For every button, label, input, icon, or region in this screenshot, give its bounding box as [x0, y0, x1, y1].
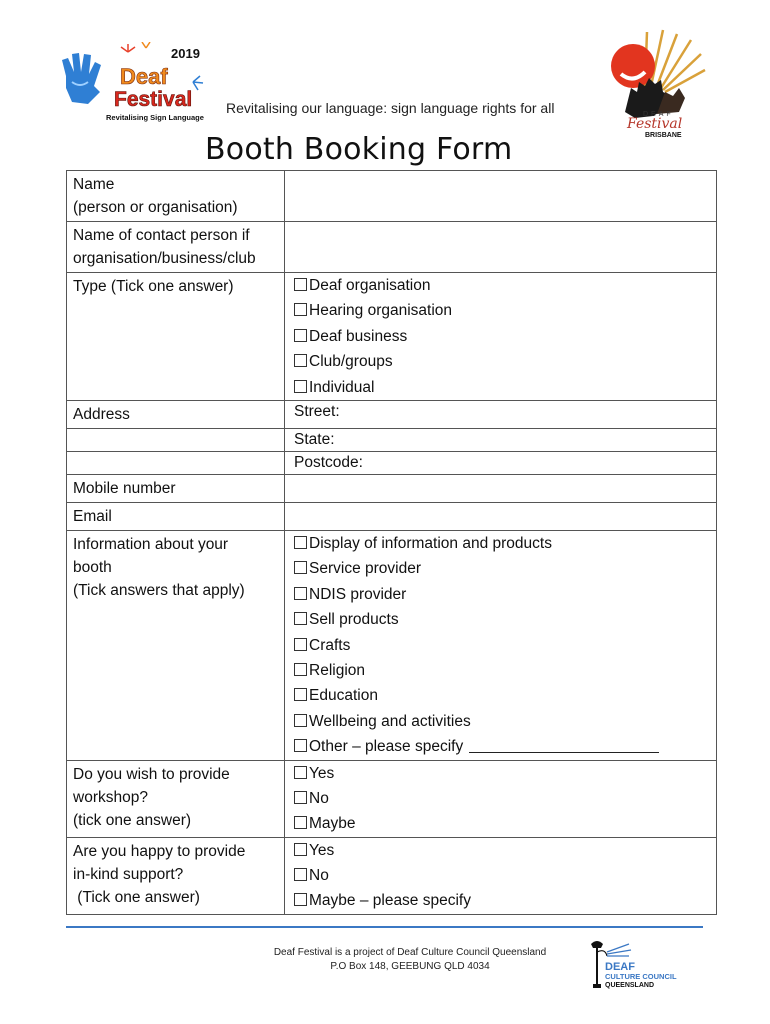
- contact-label: Name of contact person if organisation/business/club: [67, 222, 285, 273]
- deaf-festival-brisbane-logo: [605, 26, 715, 138]
- logo-word-festival: Festival: [114, 88, 193, 111]
- postcode-field[interactable]: Postcode:: [285, 452, 717, 475]
- address-blank: [67, 452, 285, 475]
- contact-field[interactable]: [285, 222, 717, 273]
- inkind-option[interactable]: Yes: [294, 838, 710, 863]
- mobile-field[interactable]: [285, 475, 717, 503]
- type-label: Type (Tick one answer): [67, 273, 285, 401]
- info-option[interactable]: NDIS provider: [294, 582, 710, 607]
- checkbox[interactable]: [294, 587, 307, 600]
- inkind-option[interactable]: No: [294, 863, 710, 888]
- logo-subtitle: Revitalising Sign Language: [106, 113, 204, 122]
- checkbox[interactable]: [294, 329, 307, 342]
- workshop-label: Do you wish to provide workshop? (tick one answer): [67, 760, 285, 837]
- type-option[interactable]: Club/groups: [294, 349, 710, 374]
- info-option[interactable]: Wellbeing and activities: [294, 709, 710, 734]
- name-field[interactable]: [285, 171, 717, 222]
- deaf-culture-council-logo: [585, 938, 685, 990]
- booking-form-table: [66, 170, 717, 915]
- inkind-options: [285, 837, 717, 914]
- logo-queensland: QUEENSLAND: [605, 982, 655, 989]
- name-label: Name (person or organisation): [67, 171, 285, 222]
- checkbox[interactable]: [294, 638, 307, 651]
- mobile-label: Mobile number: [67, 475, 285, 503]
- address-label: Address: [67, 401, 285, 429]
- checkbox[interactable]: [294, 663, 307, 676]
- checkbox[interactable]: [294, 688, 307, 701]
- checkbox[interactable]: [294, 843, 307, 856]
- specify-blank-line[interactable]: [469, 738, 659, 753]
- info-option-other[interactable]: Other – please specify: [294, 734, 710, 759]
- checkbox[interactable]: [294, 893, 307, 906]
- checkbox[interactable]: [294, 536, 307, 549]
- checkbox[interactable]: [294, 561, 307, 574]
- footer-line-1: Deaf Festival is a project of Deaf Culture Council Queensland: [273, 947, 547, 958]
- checkbox[interactable]: [294, 354, 307, 367]
- row-info: [67, 531, 717, 761]
- footer-divider: [66, 926, 703, 928]
- workshop-options: [285, 760, 717, 837]
- checkbox[interactable]: [294, 739, 307, 752]
- email-label: Email: [67, 503, 285, 531]
- checkbox[interactable]: [294, 766, 307, 779]
- info-option[interactable]: Service provider: [294, 556, 710, 581]
- deaf-festival-2019-logo: [58, 42, 210, 124]
- logo-festival-script: Festival: [627, 116, 683, 132]
- info-option[interactable]: Crafts: [294, 633, 710, 658]
- row-name: [67, 171, 717, 222]
- type-option[interactable]: Deaf organisation: [294, 273, 710, 298]
- info-option[interactable]: Education: [294, 683, 710, 708]
- workshop-option[interactable]: Yes: [294, 761, 710, 786]
- info-option[interactable]: Display of information and products: [294, 531, 710, 556]
- row-address-postcode: [67, 452, 717, 475]
- info-option[interactable]: Sell products: [294, 607, 710, 632]
- row-type: [67, 273, 717, 401]
- checkbox[interactable]: [294, 714, 307, 727]
- footer-text: [240, 946, 580, 974]
- state-field[interactable]: State:: [285, 429, 717, 452]
- checkbox[interactable]: [294, 278, 307, 291]
- inkind-label: Are you happy to provide in-kind support? (Tick one answer): [67, 837, 285, 914]
- info-label: Information about your booth (Tick answers that apply): [67, 531, 285, 761]
- address-blank: [67, 429, 285, 452]
- page-title: Booth Booking Form: [205, 132, 513, 167]
- logo-year: 2019: [171, 46, 200, 61]
- inkind-option[interactable]: Maybe – please specify: [294, 888, 710, 913]
- info-option[interactable]: Religion: [294, 658, 710, 683]
- logo-culture-council: CULTURE COUNCIL: [605, 972, 677, 981]
- type-option[interactable]: Hearing organisation: [294, 298, 710, 323]
- checkbox[interactable]: [294, 303, 307, 316]
- type-option[interactable]: Individual: [294, 375, 710, 400]
- info-options: [285, 531, 717, 761]
- row-address-state: [67, 429, 717, 452]
- row-contact: [67, 222, 717, 273]
- row-mobile: [67, 475, 717, 503]
- checkbox[interactable]: [294, 791, 307, 804]
- type-options: [285, 273, 717, 401]
- logo-brisbane: BRISBANE: [645, 132, 682, 138]
- checkbox[interactable]: [294, 816, 307, 829]
- workshop-option[interactable]: No: [294, 786, 710, 811]
- row-address-street: [67, 401, 717, 429]
- workshop-option[interactable]: Maybe: [294, 811, 710, 836]
- footer-line-2: P.O Box 148, GEEBUNG QLD 4034: [330, 961, 490, 972]
- checkbox[interactable]: [294, 612, 307, 625]
- type-option[interactable]: Deaf business: [294, 324, 710, 349]
- logo-deaf: DEAF: [605, 961, 635, 973]
- email-field[interactable]: [285, 503, 717, 531]
- checkbox[interactable]: [294, 380, 307, 393]
- row-workshop: [67, 760, 717, 837]
- checkbox[interactable]: [294, 868, 307, 881]
- street-field[interactable]: Street:: [285, 401, 717, 429]
- logo-deaf-small: DEAF: [643, 111, 674, 118]
- row-email: [67, 503, 717, 531]
- row-inkind: [67, 837, 717, 914]
- logo-word-deaf: Deaf: [120, 64, 168, 89]
- tagline: Revitalising our language: sign language rights for all: [226, 100, 555, 116]
